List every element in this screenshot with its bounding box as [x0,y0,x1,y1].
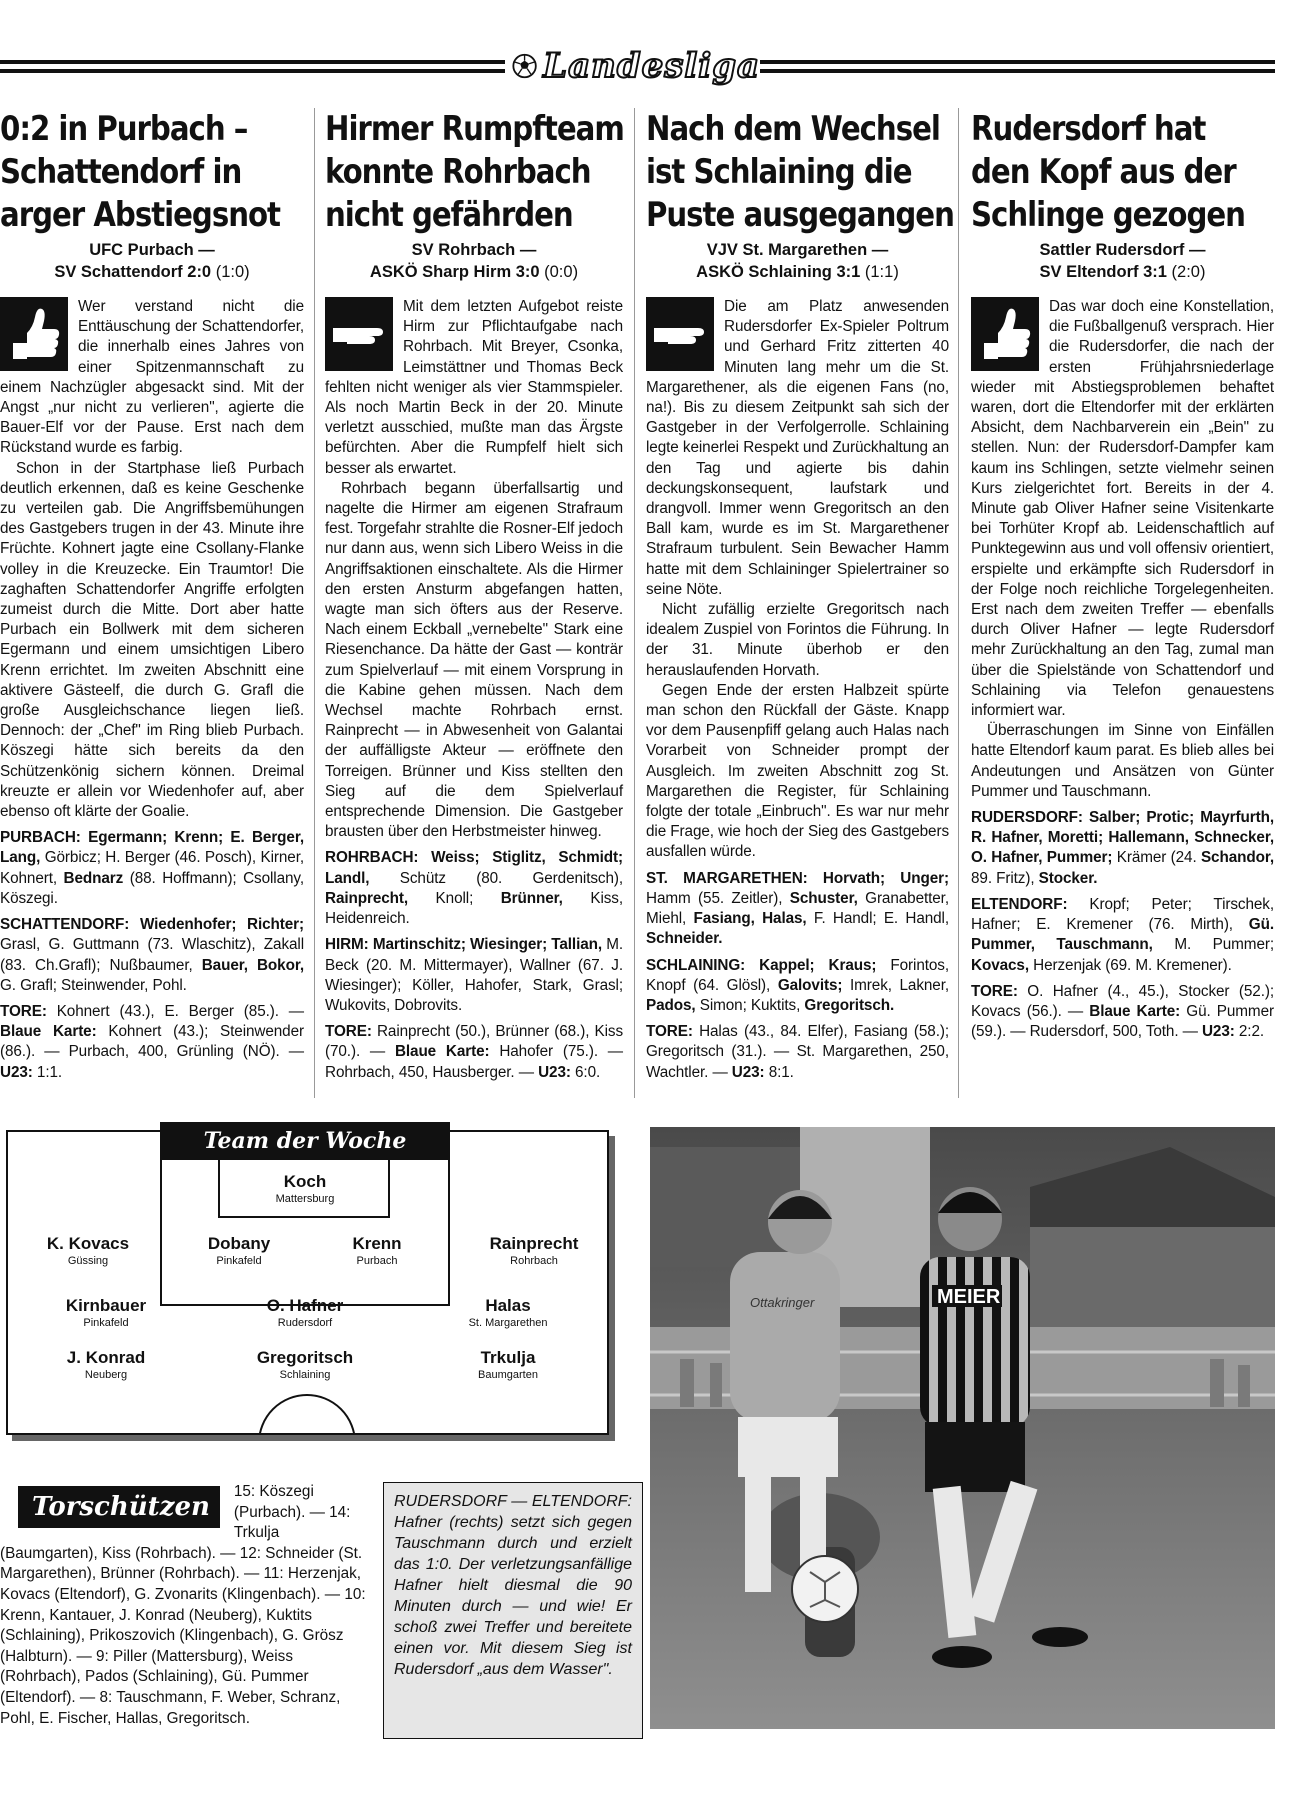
column-divider [314,108,315,1098]
header-rule-left [0,60,505,73]
football-icon [512,52,537,80]
flat-hand-icon [646,297,714,371]
column-divider [634,108,635,1098]
column-divider [958,108,959,1098]
lineup-home: RUDERSDORF: Salber; Protic; Mayrfurth, R. Hafner, Moretti; Hallemann, Schnecker, O. Hafner, Pummer; Krämer (24. Schandor, 89. Fritz), Stocker. [971,809,1274,887]
article-headline: Nach dem Wechsel ist Schlaining die Puste ausgegangen [646,109,954,235]
header-rule-right [760,60,1275,73]
article-body: Das war doch eine Konstellation, die Fußballgenuß versprach. Hier die Rudersdorfer, die nach der ersten Frühjahrsniederlage wieder mit Abstiegsproblemen behaftet waren, dort die Eltendorfer mit der erklärten Absicht, dem Nachbarverein ein „Bein" zu stellen. Nun: der Rudersdorf-Dampfer kam kaum ins Schlingen, setzte vielmehr seinen Kurs zielgerichtet fort. Bereits in der 4. Minute gab Oliver Hafner seine Visitenkarte bei Torhüter Kropf ab. Leidenschaftlich auf Punktegewinn aus und voll offensiv orientiert, erspielte und erkämpfte sich Rudersdorf in der Folge noch reichliche Torgelegenheiten. Erst nach dem zweiten Treffer — ebenfalls durch Oliver Hafner — legte Rudersdorf mehr Zurückhaltung an den Tag, zumal man über die Spielstände von Schattendorf und Schlaining via Telefon genauestens informiert war. Überraschungen im Sinne von Einfällen hatte Eltendorf kaum parat. Es blieb alles bei Andeutungen und Ansätzen von Günter Pummer und Tauschmann. RUDERSDORF: Salber; Protic; Mayrfurth, R. Hafner, Moretti; Hallemann, Schnecker, O. Hafner, Pummer; Krämer (24. Schandor, 89. Fritz), Stocker. ELTENDORF: Kropf; Peter; Tirschek, Hafner; E. Kremener (76. Mirth), Gü. Pummer, Tauschmann, M. Pummer; Kovacs, Herzenjak (69. M. Kremener). TORE: O. Hafner (4., 45.), Stocker (52.); Kovacs (56.). — Blaue Karte: Gü. Pummer (59.). — Rudersdorf, 500, Toth. — U23: 2:2. [971,297,1274,1042]
lineup-away: ELTENDORF: Kropf; Peter; Tirschek, Hafner; E. Kremener (76. Mirth), Gü. Pummer, Tauschmann, M. Pummer; Kovacs, Herzenjak (69. M. Kremener). [971,895,1274,974]
scorers-list: 15: Köszegi (Purbach). — 14: Trkulja (Baumgarten), Kiss (Rohrbach). — 12: Schneider (St. Margarethen), Brünner (Rohrbach). — 11: Herzenjak, Kovacs (Eltendorf), G. Zvonarits (Klingenbach). — 10: Krenn, Kantauer, J. Konrad (Neuberg), Kuktits (Schlaining), Prikoszovich (Klingenbach), G. Grösz (Halbturn). — 9: Piller (Mattersburg), Weiss (Rohrbach), Pados (Schlaining), Gü. Pummer (Eltendorf). — 8: Tauschmann, F. Weber, Schranz, Pohl, E. Fischer, Hallas, Gregoritsch. [0,1483,366,1727]
player-card: Trkulja Baumgarten [478,1348,538,1381]
goals-line: TORE: Rainprecht (50.), Brünner (68.), Kiss (70.). — Blaue Karte: Hahofer (75.). — Rohrbach, 450, Hausberger. — U23: 6:0. [325,1023,623,1081]
match-line: Sattler Rudersdorf — SV Eltendorf 3:1 (2:0) [1039,241,1206,281]
article-rohrbach [325,108,623,1083]
player-card: Dobany Pinkafeld [207,1234,271,1267]
lineup-away: SCHATTENDORF: Wiedenhofer; Richter; Grasl, G. Guttmann (73. Wlaschitz), Zakall (83. Ch.Grafl); Nußbaumer, Bauer, Bokor, G. Grafl; Steinwender, Pohl. [0,916,304,994]
section-brand [512,45,760,87]
lineup-home: ROHRBACH: Weiss; Stiglitz, Schmidt; Landl, Schütz (80. Gerdenitsch), Rainprecht, Knoll; Brünner, Kiss, Heidenreich. [325,849,623,928]
lineup-away: SCHLAINING: Kappel; Kraus; Forintos, Knopf (64. Glösl), Galovits; Imrek, Lakner, Pados, Simon; Kuktits, Gregoritsch. [646,956,949,1014]
team-title: Team der Woche [160,1122,450,1160]
match-line: VJV St. Margarethen — ASKÖ Schlaining 3:1 (1:1) [696,241,899,281]
player-card: Krenn Purbach [352,1234,402,1267]
scorers-title: Torschützen [18,1486,220,1528]
goals-line: TORE: O. Hafner (4., 45.), Stocker (52.); Kovacs (56.). — Blaue Karte: Gü. Pummer (59.). — Rudersdorf, 500, Toth. — U23: 2:2. [971,982,1274,1041]
article-headline: Hirmer Rumpfteam konnte Rohrbach nicht gefährden [325,109,624,235]
player-card: J. Konrad Neuberg [66,1348,146,1381]
center-circle [258,1394,356,1433]
shirt-sponsor: MEIER [937,1286,1001,1308]
match-line: SV Rohrbach — ASKÖ Sharp Hirm 3:0 (0:0) [369,241,579,281]
lineup-home: ST. MARGARETHEN: Horvath; Unger; Hamm (55. Zeitler), Schuster, Granabetter, Miehl, Fasiang, Halas, F. Handl; E. Handl, Schneider. [646,869,950,948]
article-body: Wer verstand nicht die Enttäuschung der Schattendorfer, die innerhalb eines Jahres von einer Spitzenmannschaft zu einem Nachzügler abgesackt sind. Mit der Angst „nur nicht zu verlieren", agierte die Bauer-Elf vor der Pause. Erst nach dem Rückstand wurde es farbig. Schon in der Startphase ließ Purbach deutlich erkennen, daß es keine Geschenke zu verteilen gab. Die Angriffsbemühungen des Gastgebers trugen in der 43. Minute ihre Früchte. Kohnert jagte eine Csollany-Flanke volley in die Kreuzecke. Ein Traumtor! Die zaghaften Schattendorfer Angriffe erfolgten zumeist durch die Mitte. Dort aber hatte Purbach ein Bollwerk mit dem sicheren Egermann und einem umsichtigen Libero Krenn errichtet. Im zweiten Abschnitt eine aktivere Gästeelf, die durch G. Grafl die große Ausgleichschance liegen ließ. Dennoch: der „Chef" im Ring blieb Purbach. Köszegi hätte sich bereits da den Schützenkönig sichern können. Dreimal kreuzte er allein vor Wiedenhofer auf, aber ebenso oft klärte der Goalie. PURBACH: Egermann; Krenn; E. Berger, Lang, Görbicz; H. Berger (46. Posch), Kirner, Kohnert, Bednarz (88. Hoffmann); Csollany, Köszegi. SCHATTENDORF: Wiedenhofer; Richter; Grasl, G. Guttmann (73. Wlaschitz), Zakall (83. Ch.Grafl); Nußbaumer, Bauer, Bokor, G. Grafl; Steinwender, Pohl. TORE: Kohnert (43.), E. Berger (85.). — Blaue Karte: Kohnert (43.); Steinwender (86.). — Purbach, 400, Grünling (NÖ). — U23: 1:1. [0,297,304,1083]
photo-caption: RUDERSDORF — ELTENDORF: Hafner (rechts) setzt sich gegen Tauschmann durch und erzielt das 1:0. Der verletzungsanfällige Hafner hielt diesmal die 90 Minuten durch — und wie! Er schoß zwei Treffer und bereitete einen vor. Mit diesem Sieg ist Rudersdorf „aus dem Wasser". [383,1482,643,1739]
shirt-badge: Ottakringer [750,1295,815,1310]
article-body: Mit dem letzten Aufgebot reiste Hirm zur Pflichtaufgabe nach Rohrbach. Mit Breyer, Csonka, Leimstättner und Thomas Beck fehlten nicht weniger als vier Stammspieler. Als noch Martin Beck in der 20. Minute verletzt ausschied, mußte man das Ärgste befürchten. Aber die Rumpfelf hielt sich besser als erwartet. Rohrbach begann überfallsartig und nagelte die Hirmer am eigenen Strafraum fest. Torgefahr strahlte die Rosner-Elf jedoch nur dann aus, wenn sich Libero Weiss in die Angriffsaktionen einschaltete. Als die Hirmer den ersten Ansturm abgefangen hatten, wagte man sich öfters aus der Reserve. Nach einem Eckball „vernebelte" Stark eine Riesenchance. Da hätte der Gast — konträr zum Spielverlauf — mit einem Vorsprung in die Kabine gehen müssen. Nach dem Wechsel machte Rohrbach ernst. Rainprecht — in Abwesenheit von Galantai der auffälligste Akteur — eröffnete den Torreigen. Brünner und Kiss stellten den Sieg auf die dem Spielverlauf entsprechende Dimension. Die Gastgeber brausten über den Herbstmeister hinweg. ROHRBACH: Weiss; Stiglitz, Schmidt; Landl, Schütz (80. Gerdenitsch), Rainprecht, Knoll; Brünner, Kiss, Heidenreich. HIRM: Martinschitz; Wiesinger; Tallian, M. Beck (20. M. Mittermayer), Wallner (67. J. Wiesinger); Köller, Hahofer, Stark, Grasl; Wukovits, Dobrovits. TORE: Rainprecht (50.), Brünner (68.), Kiss (70.). — Blaue Karte: Hahofer (75.). — Rohrbach, 450, Hausberger. — U23: 6:0. [325,297,623,1083]
player-card: Kirnbauer Pinkafeld [65,1296,147,1329]
article-st-margarethen [646,108,954,1083]
top-scorers [0,1482,372,1729]
player-card: Rainprecht Rohrbach [489,1234,579,1267]
player-card: Koch Mattersburg [275,1172,335,1205]
goals-line: TORE: Halas (43., 84. Elfer), Fasiang (58.); Gregoritsch (31.). — St. Margarethen, 250, Wachtler. — U23: 8:1. [646,1023,949,1081]
player-card: O. Hafner Rudersdorf [266,1296,344,1329]
section-header [0,46,1275,86]
article-headline: 0:2 in Purbach – Schattendorf in arger Abstiegsnot [0,109,280,235]
match-photo [650,1127,1275,1729]
article-purbach [0,108,304,1083]
article-rudersdorf [971,108,1274,1042]
player-card: Gregoritsch Schlaining [256,1348,354,1381]
flat-hand-icon [325,297,393,371]
article-headline: Rudersdorf hat den Kopf aus der Schlinge gezogen [971,109,1245,235]
player-card: Halas St. Margarethen [468,1296,548,1329]
goals-line: TORE: Kohnert (43.), E. Berger (85.). — Blaue Karte: Kohnert (43.); Steinwender (86.). — Purbach, 400, Grünling (NÖ). — U23: 1:1. [0,1002,304,1081]
lineup-away: HIRM: Martinschitz; Wiesinger; Tallian, M. Beck (20. M. Mittermayer), Wallner (67. J. Wiesinger); Köller, Hahofer, Stark, Grasl; Wukovits, Dobrovits. [325,936,623,1014]
article-body: Die am Platz anwesenden Rudersdorfer Ex-Spieler Poltrum und Gerhard Fritz zitterten 40 Minuten lang mehr um die St. Margarethener, als die eigenen Fans (no, na!). Bis zu diesem Zeitpunkt sah sich der Gastgeber in der Verfolgerrolle. Schlaining legte keinerlei Respekt und Zurückhaltung an den Tag und agierte bis dahin deckungskonsequent, laufstark und drangvoll. Immer wenn Gregoritsch an den Ball kam, wurde es im St. Margarethener Strafraum turbulent. Sein Bewacher Hamm hatte mit dem Schlaininger Spielertrainer so seine Nöte. Nicht zufällig erzielte Gregoritsch nach idealem Zuspiel von Forintos die Führung. In der 31. Minute überhob er den herauslaufenden Horvath. Gegen Ende der ersten Halbzeit spürte man schon den Rückfall der Gäste. Knapp vor dem Pausenpfiff gelang auch Halas nach Vorarbeit von Schneider prompt der Ausgleich. Im zweiten Abschnitt zog St. Margarethen die Register, für Schlaining folgte der totale „Einbruch". Es war nur mehr die Frage, wie hoch der Sieg des Gastgebers ausfallen würde. ST. MARGARETHEN: Horvath; Unger; Hamm (55. Zeitler), Schuster, Granabetter, Miehl, Fasiang, Halas, F. Handl; E. Handl, Schneider. SCHLAINING: Kappel; Kraus; Forintos, Knopf (64. Glösl), Galovits; Imrek, Lakner, Pados, Simon; Kuktits, Gregoritsch. TORE: Halas (43., 84. Elfer), Fasiang (58.); Gregoritsch (31.). — St. Margarethen, 250, Wachtler. — U23: 8:1. [646,297,949,1083]
match-line: UFC Purbach — SV Schattendorf 2:0 (1:0) [54,241,250,281]
match-photo-art [650,1127,1275,1729]
thumbs-up-icon [0,297,68,371]
team-of-the-week [6,1130,609,1435]
section-title: Landesliga [543,46,760,86]
player-card: K. Kovacs Güssing [46,1234,130,1267]
lineup-home: PURBACH: Egermann; Krenn; E. Berger, Lang, Görbicz; H. Berger (46. Posch), Kirner, Kohnert, Bednarz (88. Hoffmann); Csollany, Köszegi. [0,829,304,907]
thumbs-up-icon [971,297,1039,371]
